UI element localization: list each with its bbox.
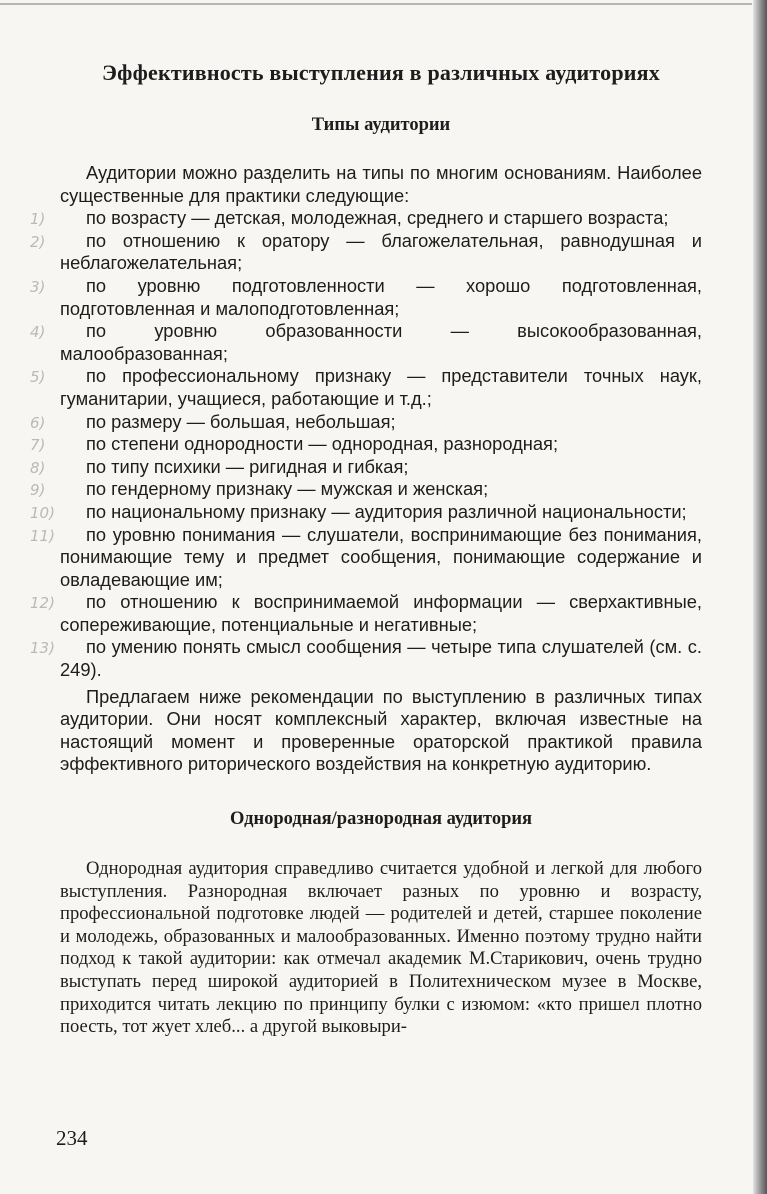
- page-title: Эффективность выступления в различных аудиториях: [102, 60, 660, 85]
- handwritten-margin-mark: 7): [30, 436, 46, 455]
- page-number: 234: [56, 1126, 88, 1150]
- handwritten-margin-mark: 12): [30, 594, 55, 613]
- audience-types-list: [30, 207, 702, 681]
- list-item: 3) по уровню подготовленности — хорошо подготовленная, подготовленная и малоподготовленная;: [30, 274, 702, 319]
- list-item: 4) по уровню образованности — высокообразованная, малообразованная;: [30, 320, 702, 364]
- handwritten-margin-mark: 11): [30, 526, 55, 545]
- handwritten-margin-mark: 4): [30, 323, 46, 342]
- list-item: 1) по возрасту — детская, молодежная, среднего и старшего возраста;: [30, 207, 669, 229]
- list-item: 10) по национальному признаку — аудитория различной национальности;: [30, 500, 687, 522]
- intro-paragraph: Аудитории можно разделить на типы по многим основаниям. Наиболее существенные для практики следующие:: [60, 162, 702, 206]
- homogeneous-audience-paragraph: Однородная аудитория справедливо считается удобной и легкой для любого выступления. Разнородная включает разных по уровню и возрасту, профессиональной подготовке людей — родителей и детей, старшее поколение и молодежь, образованных и малообразованных. Именно поэтому трудно найти подход к такой аудитории: как отмечал академик М.Старикович, очень трудно выступать перед широкой аудиторией в Политехническом музее в Москве, приходится читать лекцию по принципу булки с изюмом: «кто пришел плотно поесть, тот жует хлеб... а другой выковыри-: [60, 858, 702, 1038]
- handwritten-margin-mark: 5): [30, 368, 46, 387]
- section-heading-audience-types: Типы аудитории: [311, 115, 451, 135]
- list-item: 9) по гендерному признаку — мужская и женская;: [30, 478, 489, 500]
- list-item: 12) по отношению к воспринимаемой информации — сверхактивные, сопереживающие, потенциальные и негативные;: [30, 591, 702, 635]
- handwritten-margin-mark: 9): [30, 481, 46, 500]
- page-content: [30, 58, 702, 1039]
- list-item: 6) по размеру — большая, небольшая;: [30, 410, 396, 432]
- handwritten-margin-mark: 2): [30, 232, 46, 251]
- list-item: 5) по профессиональному признаку — представители точных наук, гуманитарии, учащиеся, работающие и т.д.;: [30, 365, 702, 409]
- list-item: 2) по отношению к оратору — благожелательная, равнодушная и неблагожелательная;: [30, 229, 702, 274]
- recommendation-paragraph: Предлагаем ниже рекомендации по выступлению в различных типах аудитории. Они носят комплексный характер, включая известные на настоящий момент и проверенные ораторской практикой правила эффективного риторического воздействия на конкретную аудиторию.: [60, 685, 702, 775]
- section-heading-homogeneous-audience: Однородная/разнородная аудитория: [229, 809, 533, 830]
- list-item: 7) по степени однородности — однородная, разнородная;: [30, 433, 559, 455]
- book-spine-shadow: [753, 0, 767, 1194]
- handwritten-margin-mark: 6): [30, 413, 46, 432]
- page-top-border: [0, 3, 752, 5]
- list-item: 11) по уровню понимания — слушатели, воспринимающие без понимания, понимающие тему и предмет сообщения, понимающие содержание и овладевающие им;: [30, 523, 702, 590]
- list-item: 13) по умению понять смысл сообщения — четыре типа слушателей (см. с. 249).: [30, 636, 702, 681]
- handwritten-margin-mark: 10): [30, 503, 55, 522]
- handwritten-margin-mark: 13): [30, 639, 55, 658]
- handwritten-margin-mark: 8): [30, 458, 46, 477]
- handwritten-margin-mark: 3): [30, 277, 46, 296]
- handwritten-margin-mark: 1): [30, 210, 46, 229]
- list-item: 8) по типу психики — ригидная и гибкая;: [30, 455, 409, 477]
